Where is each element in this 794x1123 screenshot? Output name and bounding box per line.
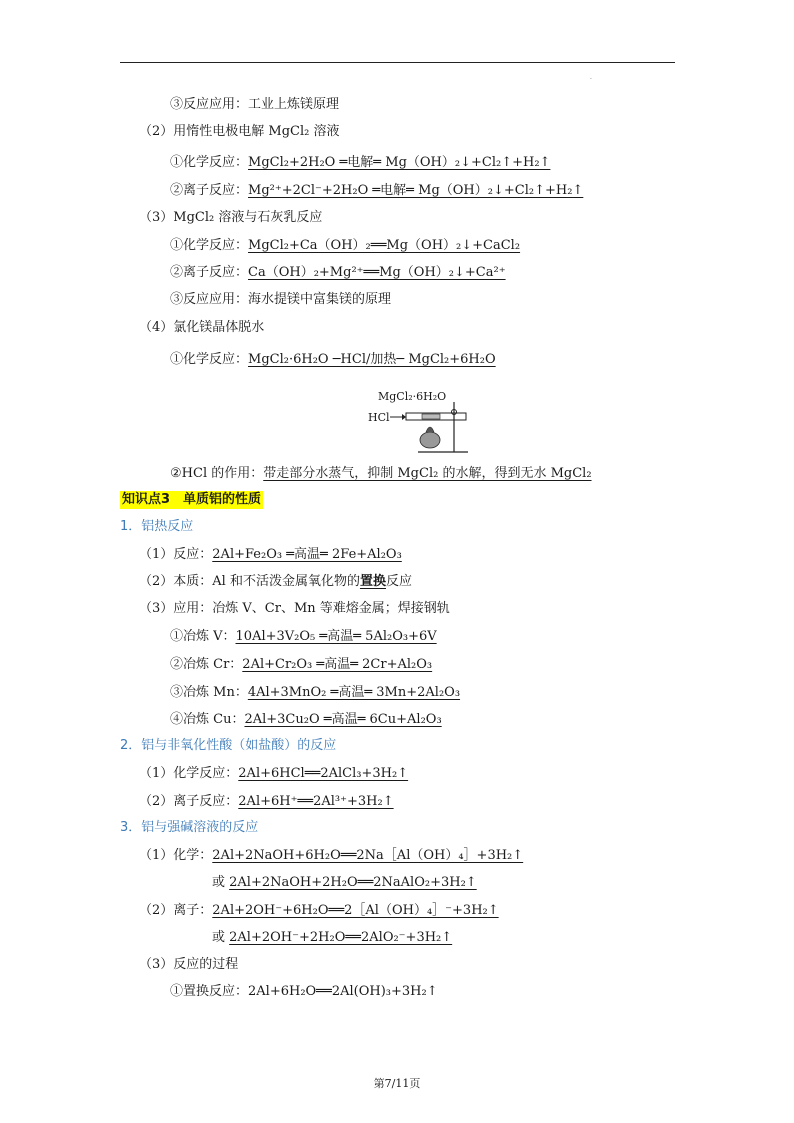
equation: 2Al+6H⁺══2Al³⁺+3H₂↑ — [238, 794, 394, 809]
equation-line — [170, 465, 592, 483]
equation: MgCl₂+2H₂O ═电解═ Mg（OH）₂↓+Cl₂↑+H₂↑ — [248, 155, 551, 170]
equation-prefix: ④冶炼 Cu： — [170, 712, 245, 727]
topic-heading: 3．铝与强碱溶液的反应 — [120, 820, 259, 835]
section-heading: 知识点3 单质铝的性质 — [122, 492, 262, 507]
explanation: 带走部分水蒸气，抑制 MgCl₂ 的水解，得到无水 MgCl₂ — [263, 466, 592, 481]
equation-line — [170, 711, 442, 729]
equation-prefix: ②HCl 的作用： — [170, 466, 264, 481]
equation: 2Al+Cr₂O₃ ═高温═ 2Cr+Al₂O₃ — [242, 657, 433, 672]
equation-prefix: （2）离子反应： — [139, 794, 239, 809]
equation: 2Al+2NaOH+6H₂O══2Na［Al（OH）₄］+3H₂↑ — [212, 848, 524, 863]
equation-line — [170, 656, 432, 674]
figure-label-top: MgCl₂·6H₂O — [378, 390, 447, 403]
topic-heading: 2．铝与非氧化性酸（如盐酸）的反应 — [120, 738, 337, 753]
equation-prefix: （1）反应： — [139, 547, 213, 562]
header-mark: . — [590, 74, 592, 81]
equation-line — [170, 182, 583, 200]
figure-label-hcl: HCl — [368, 411, 390, 424]
subheading: （3）MgCl₂ 溶液与石灰乳反应 — [139, 210, 323, 225]
header-rule — [120, 62, 675, 63]
keyword: 置换 — [359, 574, 386, 589]
equation-prefix: （1）化学： — [139, 848, 213, 863]
equation-prefix: ③冶炼 Mn： — [170, 685, 248, 700]
equation-line — [170, 264, 506, 282]
equation-prefix: ②冶炼 Cr： — [170, 657, 243, 672]
text-line — [139, 573, 412, 591]
text-line: ③反应应用：海水提镁中富集镁的原理 — [170, 292, 392, 307]
equation-prefix: ①化学反应： — [170, 352, 249, 367]
equation-line — [212, 929, 452, 947]
equation: 10Al+3V₂O₅ ═高温═ 5Al₂O₃+6V — [235, 629, 437, 644]
equation-prefix: ①化学反应： — [170, 155, 249, 170]
equation-line — [170, 237, 520, 255]
text-suffix: 反应 — [385, 574, 412, 589]
equation-prefix: 或 — [212, 930, 230, 945]
equation-line — [139, 765, 408, 783]
equation: MgCl₂+Ca（OH）₂══Mg（OH）₂↓+CaCl₂ — [248, 238, 521, 253]
page-number: 第7/11页 — [373, 1077, 421, 1090]
topic-heading: 1．铝热反应 — [120, 519, 194, 534]
equation-line — [139, 546, 402, 564]
equation: 4Al+3MnO₂ ═高温═ 3Mn+2Al₂O₃ — [247, 685, 461, 700]
equation-prefix: ①化学反应： — [170, 238, 249, 253]
equation-line — [170, 351, 496, 369]
text-line: ①置换反应：2Al+6H₂O══2Al(OH)₃+3H₂↑ — [170, 984, 438, 999]
equation: MgCl₂·6H₂O ─HCl/加热─ MgCl₂+6H₂O — [248, 352, 496, 367]
equation: 2Al+2NaOH+2H₂O══2NaAlO₂+3H₂↑ — [229, 875, 477, 890]
text-line: （3）应用：冶炼 V、Cr、Mn 等难熔金属；焊接钢轨 — [139, 601, 450, 616]
equation-prefix: （1）化学反应： — [139, 766, 239, 781]
equation-prefix: ②离子反应： — [170, 265, 249, 280]
subheading: （4）氯化镁晶体脱水 — [139, 320, 265, 335]
equation: 2Al+2OH⁻+6H₂O══2［Al（OH）₄］⁻+3H₂↑ — [212, 903, 499, 918]
text-prefix: （2）本质：Al 和不活泼金属氧化物的 — [139, 574, 360, 589]
equation-line — [139, 793, 394, 811]
equation-line — [139, 902, 499, 920]
equation-prefix: ②离子反应： — [170, 183, 249, 198]
subheading: （3）反应的过程 — [139, 957, 239, 972]
equation-prefix: ①冶炼 V： — [170, 629, 236, 644]
equation-line — [170, 628, 437, 646]
text-line: ③反应应用：工业上炼镁原理 — [170, 97, 340, 112]
equation: Ca（OH）₂+Mg²⁺══Mg（OH）₂↓+Ca²⁺ — [248, 265, 506, 280]
apparatus-drawing — [368, 386, 478, 456]
equation-prefix: （2）离子： — [139, 903, 213, 918]
equation: 2Al+Fe₂O₃ ═高温═ 2Fe+Al₂O₃ — [212, 547, 402, 562]
equation: Mg²⁺+2Cl⁻+2H₂O ═电解═ Mg（OH）₂↓+Cl₂↑+H₂↑ — [248, 183, 584, 198]
equation-line — [170, 684, 460, 702]
equation-prefix: 或 — [212, 875, 230, 890]
equation: 2Al+2OH⁻+2H₂O══2AlO₂⁻+3H₂↑ — [229, 930, 453, 945]
equation: 2Al+3Cu₂O ═高温═ 6Cu+Al₂O₃ — [244, 712, 442, 727]
equation-line — [139, 847, 523, 865]
equation: 2Al+6HCl══2AlCl₃+3H₂↑ — [238, 766, 409, 781]
equation-line — [170, 154, 550, 172]
equation-line — [212, 874, 477, 892]
subheading: （2）用惰性电极电解 MgCl₂ 溶液 — [139, 124, 340, 139]
dehydration-apparatus-figure — [368, 386, 478, 456]
